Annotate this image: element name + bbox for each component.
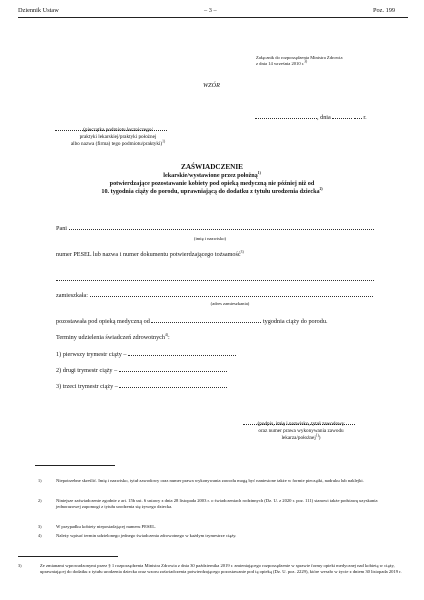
- footnote-1-text: Niepotrzebne skreślić. Imię i nazwisko, tytuł zawodowy oraz numer prawa wykonywania zawodu mogą być naniesione także w formie pieczątki, nadruku lub naklejki.: [56, 478, 364, 483]
- title-line-3: 10. tygodnia ciąży do porodu, uprawniającą do dodatku z tytułu urodzenia dziecka$^{2)}$: [101, 186, 323, 195]
- document-title: ZAŚWIADCZENIE: [181, 163, 243, 171]
- page-number: – 3 –: [204, 7, 217, 14]
- header-rule: [18, 17, 408, 18]
- address-field[interactable]: zamieszkała:: [56, 291, 373, 299]
- stamp-hint-3: albo nazwa (firma) tego podmiotu/praktyki)$^{1)}$: [70, 139, 166, 147]
- footnote-3-text: W przypadku kobiety nieposiadającej numeru PESEL.: [56, 524, 157, 529]
- stamp-hint-1: (pieczątka podmiotu leczniczego/: [83, 127, 153, 133]
- annex-line-1: Załącznik do rozporządzenia Ministra Zdrowia: [256, 55, 343, 60]
- signature-hint-1: (podpis, imię i nazwisko, tytuł zawodowy: [257, 421, 345, 427]
- bottom-note-number: 3): [18, 563, 22, 568]
- trimester-3-field[interactable]: 3) trzeci trymestr ciąży –: [56, 382, 227, 390]
- pesel-field[interactable]: [56, 268, 374, 286]
- footnote-3-number: 3): [38, 524, 42, 529]
- footnote-1-number: 1): [38, 478, 42, 483]
- footnote-2-text: Niniejsze zaświadczenie zgodnie z art. 15b ust. 6 ustawy z dnia 28 listopada 2003 r. o świadczeniach rodzinnych (Dz. U. z 2020 r. poz. 111) stanowi także podstawę uzyskania jednorazowej zapomogi z tytułu urodzenia się żywego dziecka.: [56, 498, 378, 510]
- annex-line-2: z dnia 14 września 2010 r.$^{3)}$: [256, 59, 308, 66]
- signature-hint-3: lekarza/położnej$^{1)}$): [281, 433, 321, 441]
- journal-name: Dziennik Ustaw: [18, 7, 59, 14]
- name-hint: (imię i nazwisko): [193, 236, 227, 241]
- care-period-field[interactable]: pozostawała pod opieką medyczną od tygodnia ciąży do porodu.: [56, 318, 328, 325]
- footnote-2-number: 2): [38, 498, 42, 503]
- date-field[interactable]: , dnia r.: [255, 113, 367, 121]
- terms-label: Terminy udzielenia świadczeń zdrowotnych$^{4)}$:: [56, 332, 170, 341]
- trimester-2-field[interactable]: 2) drugi trymestr ciąży –: [56, 366, 227, 374]
- stamp-hint-2: praktyki lekarskiej/praktyki położnej: [79, 134, 157, 140]
- title-line-2: potwierdzające pozostawanie kobiety pod opieką medyczną nie później niż od: [109, 180, 315, 187]
- footnote-4-text: Należy wpisać termin udzielonego jednego świadczenia zdrowotnego w każdym trymestrze ciąży.: [56, 533, 237, 538]
- title-line-1: lekarskie/wystawione przez położną$^{1)}$: [163, 170, 261, 179]
- position-number: Poz. 199: [373, 7, 396, 14]
- footnote-4-number: 4): [38, 533, 42, 538]
- signature-hint-2: oraz numer prawa wykonywania zawodu: [258, 428, 344, 434]
- address-hint: (adres zamieszkania): [210, 301, 250, 306]
- template-label: WZÓR: [203, 82, 220, 89]
- trimester-1-field[interactable]: 1) pierwszy trymestr ciąży –: [56, 350, 236, 358]
- bottom-separator: [18, 556, 118, 557]
- pesel-label: numer PESEL lub nazwa i numer dokumentu potwierdzającego tożsamość$^{3)}$: [56, 249, 244, 258]
- footnote-separator: [35, 465, 115, 466]
- name-field[interactable]: Pani: [56, 224, 374, 232]
- bottom-note-text: Ze zmianami wprowadzonymi przez § 1 rozporządzenia Ministra Zdrowia z dnia 30 października 2019 r. zmieniającego rozporządzenie w sprawie formy opieki medycznej nad kobietą w ciąży, uprawniającej do dodatku z tytułu urodzenia dziecka oraz wzoru zaświadczenia potwierdzającego pozostawanie pod tą opieką (Dz. U. poz. 2229), które weszło w życie z dniem 30 listopada 2019 r.: [40, 563, 402, 575]
